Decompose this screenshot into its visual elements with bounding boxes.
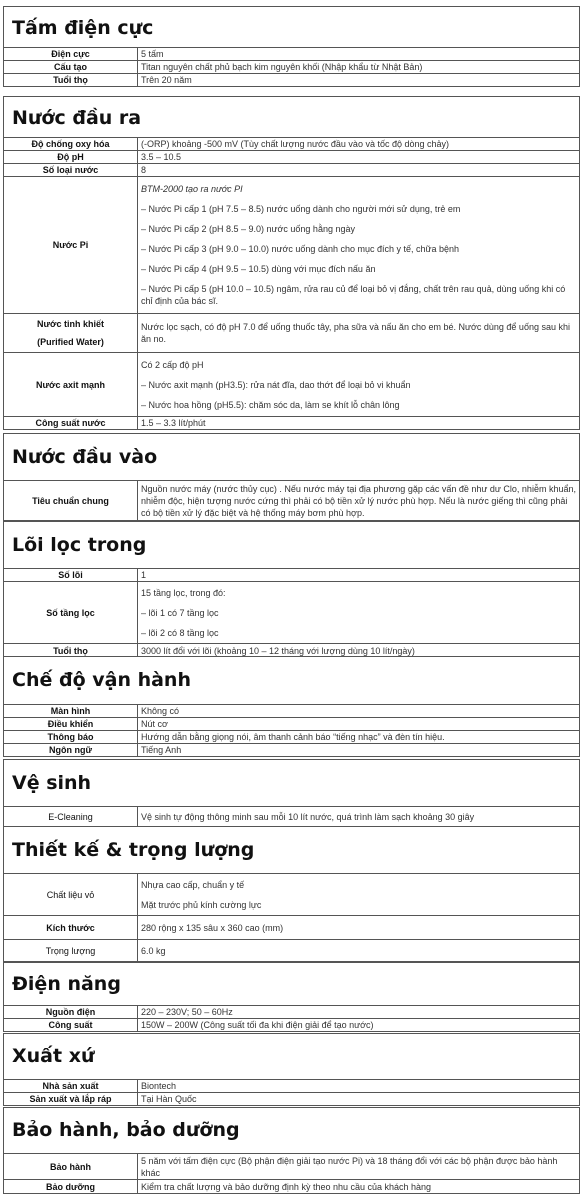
row-value: Nút cơ bbox=[138, 718, 580, 731]
section-title: Thiết kế & trọng lượng bbox=[12, 839, 255, 861]
row-value: 8 bbox=[138, 164, 580, 177]
table-row bbox=[4, 916, 579, 940]
row-value: Biontech bbox=[138, 1080, 580, 1093]
table-row bbox=[4, 177, 579, 314]
row-value: Không có bbox=[138, 705, 580, 718]
row-value bbox=[138, 353, 580, 417]
section-filter-core bbox=[3, 521, 580, 658]
table-row bbox=[4, 1180, 579, 1194]
section-title: Xuất xứ bbox=[12, 1045, 95, 1067]
table-row bbox=[4, 582, 579, 644]
row-key: Nhà sản xuất bbox=[4, 1080, 138, 1093]
table-row bbox=[4, 744, 579, 757]
row-key: Điều khiển bbox=[4, 718, 138, 731]
section-input-water bbox=[3, 433, 580, 521]
row-key: Chất liệu vỏ bbox=[4, 874, 138, 916]
value-line: – lõi 2 có 8 tầng lọc bbox=[141, 627, 219, 638]
row-value: 6.0 kg bbox=[138, 940, 580, 962]
table-row bbox=[4, 1019, 579, 1032]
table-row bbox=[4, 731, 579, 744]
section-title: Lõi lọc trong bbox=[12, 534, 147, 556]
row-value: Kiểm tra chất lượng và bảo dưỡng định kỳ theo nhu cầu của khách hàng bbox=[138, 1180, 580, 1194]
section-title: Tấm điện cực bbox=[12, 17, 154, 39]
table-row bbox=[4, 74, 579, 87]
value-line: – Nước axit mạnh (pH3.5): rửa nát đĩa, dao thớt để loại bỏ vi khuẩn bbox=[141, 379, 411, 390]
row-value: 3000 lít đổi với lõi (khoảng 10 – 12 tháng với lượng dùng 10 lít/ngày) bbox=[138, 644, 580, 658]
row-value: Nguồn nước máy (nước thủy cục) . Nếu nước máy tại địa phương gặp các vấn đề như dư Clo, nhiễm khuẩn, nhiễm độc, hiện tượng nước cứng thì phải có bộ tiền xử lý nước phù hợp. Nếu là nước giếng thì cũng phải có bộ tiền xử lý đặc biệt và hệ thống máy bơm phù hợp. bbox=[138, 481, 580, 521]
row-key-line: Nước tinh khiết bbox=[37, 319, 104, 329]
row-key: Tuổi thọ bbox=[4, 644, 138, 658]
row-key: Tiêu chuẩn chung bbox=[4, 481, 138, 521]
table-row bbox=[4, 417, 579, 430]
table-row bbox=[4, 138, 579, 151]
row-key: Nước axit mạnh bbox=[4, 353, 138, 417]
value-line: BTM-2000 tạo ra nước PI bbox=[141, 184, 243, 194]
row-value: Tại Hàn Quốc bbox=[138, 1093, 580, 1106]
row-value: Tiếng Anh bbox=[138, 744, 580, 757]
section-power bbox=[3, 962, 580, 1032]
row-value: Hướng dẫn bằng giọng nói, âm thanh cảnh báo “tiếng nhạc” và đèn tín hiệu. bbox=[138, 731, 580, 744]
value-line: – lõi 1 có 7 tầng lọc bbox=[141, 607, 219, 618]
row-key: Số tầng lọc bbox=[4, 582, 138, 644]
section-title: Vệ sinh bbox=[12, 772, 92, 794]
row-key: Công suất nước bbox=[4, 417, 138, 430]
row-key: Sản xuất và lắp ráp bbox=[4, 1093, 138, 1106]
table-row bbox=[4, 874, 579, 916]
row-key: Ngôn ngữ bbox=[4, 744, 138, 757]
row-value: 1 bbox=[138, 569, 580, 582]
spec-table bbox=[4, 568, 579, 658]
row-key-line: (Purified Water) bbox=[37, 337, 104, 347]
table-row bbox=[4, 481, 579, 521]
table-row bbox=[4, 1080, 579, 1093]
table-row bbox=[4, 705, 579, 718]
value-line: – Nước Pi cấp 4 (pH 9.5 – 10.5) dùng với mục đích nấu ăn bbox=[141, 264, 376, 274]
value-line: Mặt trước phủ kính cường lực bbox=[141, 899, 262, 910]
spec-table bbox=[4, 480, 579, 521]
row-value: 280 rộng x 135 sâu x 360 cao (mm) bbox=[138, 916, 580, 940]
section-electrode bbox=[3, 6, 580, 87]
table-row bbox=[4, 1006, 579, 1019]
spec-table bbox=[4, 1079, 579, 1106]
row-key: Nước Pi bbox=[4, 177, 138, 314]
table-row bbox=[4, 61, 579, 74]
section-title: Điện năng bbox=[12, 973, 121, 995]
section-hygiene bbox=[3, 759, 580, 827]
table-row bbox=[4, 807, 579, 827]
row-key: Độ pH bbox=[4, 151, 138, 164]
table-row bbox=[4, 1093, 579, 1106]
row-key: Tuổi thọ bbox=[4, 74, 138, 87]
row-key: Bảo hành bbox=[4, 1154, 138, 1180]
table-row bbox=[4, 314, 579, 353]
row-value: 3.5 – 10.5 bbox=[138, 151, 580, 164]
section-warranty bbox=[3, 1107, 580, 1194]
value-line: Có 2 cấp độ pH bbox=[141, 359, 204, 370]
row-key: Trọng lượng bbox=[4, 940, 138, 962]
spec-table bbox=[4, 806, 579, 827]
table-row bbox=[4, 940, 579, 962]
row-key: Nguồn điện bbox=[4, 1006, 138, 1019]
row-key: Kích thước bbox=[4, 916, 138, 940]
row-value: 5 năm với tấm điện cực (Bộ phận điện giải tạo nước Pi) và 18 tháng đổi với các bộ phận được bảo hành khác bbox=[138, 1154, 580, 1180]
value-line: 15 tầng lọc, trong đó: bbox=[141, 587, 226, 598]
row-value bbox=[138, 582, 580, 644]
section-title: Chế độ vận hành bbox=[12, 669, 191, 691]
value-line: – Nước Pi cấp 5 (pH 10.0 – 10.5) ngâm, rửa rau củ để loại bỏ vị đắng, chất trên rau quả, dùng uống khi có chỉ định của bác sĩ. bbox=[141, 284, 566, 306]
row-value: 1.5 – 3.3 lít/phút bbox=[138, 417, 580, 430]
section-title: Nước đầu vào bbox=[12, 446, 158, 468]
spec-table bbox=[4, 137, 579, 430]
value-line: – Nước Pi cấp 1 (pH 7.5 – 8.5) nước uống dành cho người mới sử dụng, trẻ em bbox=[141, 204, 461, 214]
spec-table bbox=[4, 1005, 579, 1032]
table-row bbox=[4, 151, 579, 164]
row-value: Titan nguyên chất phủ bạch kim nguyên khối (Nhập khẩu từ Nhật Bản) bbox=[138, 61, 580, 74]
section-operation-mode bbox=[3, 656, 580, 757]
table-row bbox=[4, 353, 579, 417]
spec-table bbox=[4, 1153, 579, 1194]
row-key: E-Cleaning bbox=[4, 807, 138, 827]
value-line: – Nước Pi cấp 2 (pH 8.5 – 9.0) nước uống hằng ngày bbox=[141, 224, 355, 234]
value-line: – Nước hoa hồng (pH5.5): chăm sóc da, làm se khít lỗ chân lông bbox=[141, 399, 400, 410]
section-output-water bbox=[3, 96, 580, 430]
spec-table bbox=[4, 873, 579, 962]
row-value: 5 tấm bbox=[138, 48, 580, 61]
spec-table bbox=[4, 47, 579, 87]
row-value: Vệ sinh tự động thông minh sau mỗi 10 lít nước, quá trình làm sạch khoảng 30 giây bbox=[138, 807, 580, 827]
row-value: 220 – 230V; 50 – 60Hz bbox=[138, 1006, 580, 1019]
table-row bbox=[4, 569, 579, 582]
row-key: Thông báo bbox=[4, 731, 138, 744]
row-value: (-ORP) khoảng -500 mV (Tùy chất lượng nước đầu vào và tốc độ dòng chảy) bbox=[138, 138, 580, 151]
value-line: Nhựa cao cấp, chuẩn y tế bbox=[141, 879, 245, 890]
row-key: Màn hình bbox=[4, 705, 138, 718]
row-key: Công suất bbox=[4, 1019, 138, 1032]
spec-table bbox=[4, 704, 579, 757]
row-key bbox=[4, 314, 138, 353]
row-value: 150W – 200W (Công suất tối đa khi điện giải để tạo nước) bbox=[138, 1019, 580, 1032]
row-key: Bảo dưỡng bbox=[4, 1180, 138, 1194]
value-line: – Nước Pi cấp 3 (pH 9.0 – 10.0) nước uống dành cho mục đích y tế, chữa bệnh bbox=[141, 244, 460, 254]
section-title: Bảo hành, bảo dưỡng bbox=[12, 1119, 240, 1141]
table-row bbox=[4, 718, 579, 731]
row-key: Độ chống oxy hóa bbox=[4, 138, 138, 151]
row-value: Trên 20 năm bbox=[138, 74, 580, 87]
row-key: Điện cực bbox=[4, 48, 138, 61]
section-origin bbox=[3, 1033, 580, 1106]
table-row bbox=[4, 164, 579, 177]
section-design-weight bbox=[3, 826, 580, 962]
section-title: Nước đầu ra bbox=[12, 107, 142, 129]
row-key: Số loại nước bbox=[4, 164, 138, 177]
row-key: Cấu tạo bbox=[4, 61, 138, 74]
row-value bbox=[138, 177, 580, 314]
row-key: Số lõi bbox=[4, 569, 138, 582]
row-value bbox=[138, 874, 580, 916]
row-value: Nước lọc sạch, có độ pH 7.0 để uống thuốc tây, pha sữa và nấu ăn cho em bé. Nước dùng để uống sau khi ăn no. bbox=[138, 314, 580, 353]
table-row bbox=[4, 48, 579, 61]
table-row bbox=[4, 1154, 579, 1180]
